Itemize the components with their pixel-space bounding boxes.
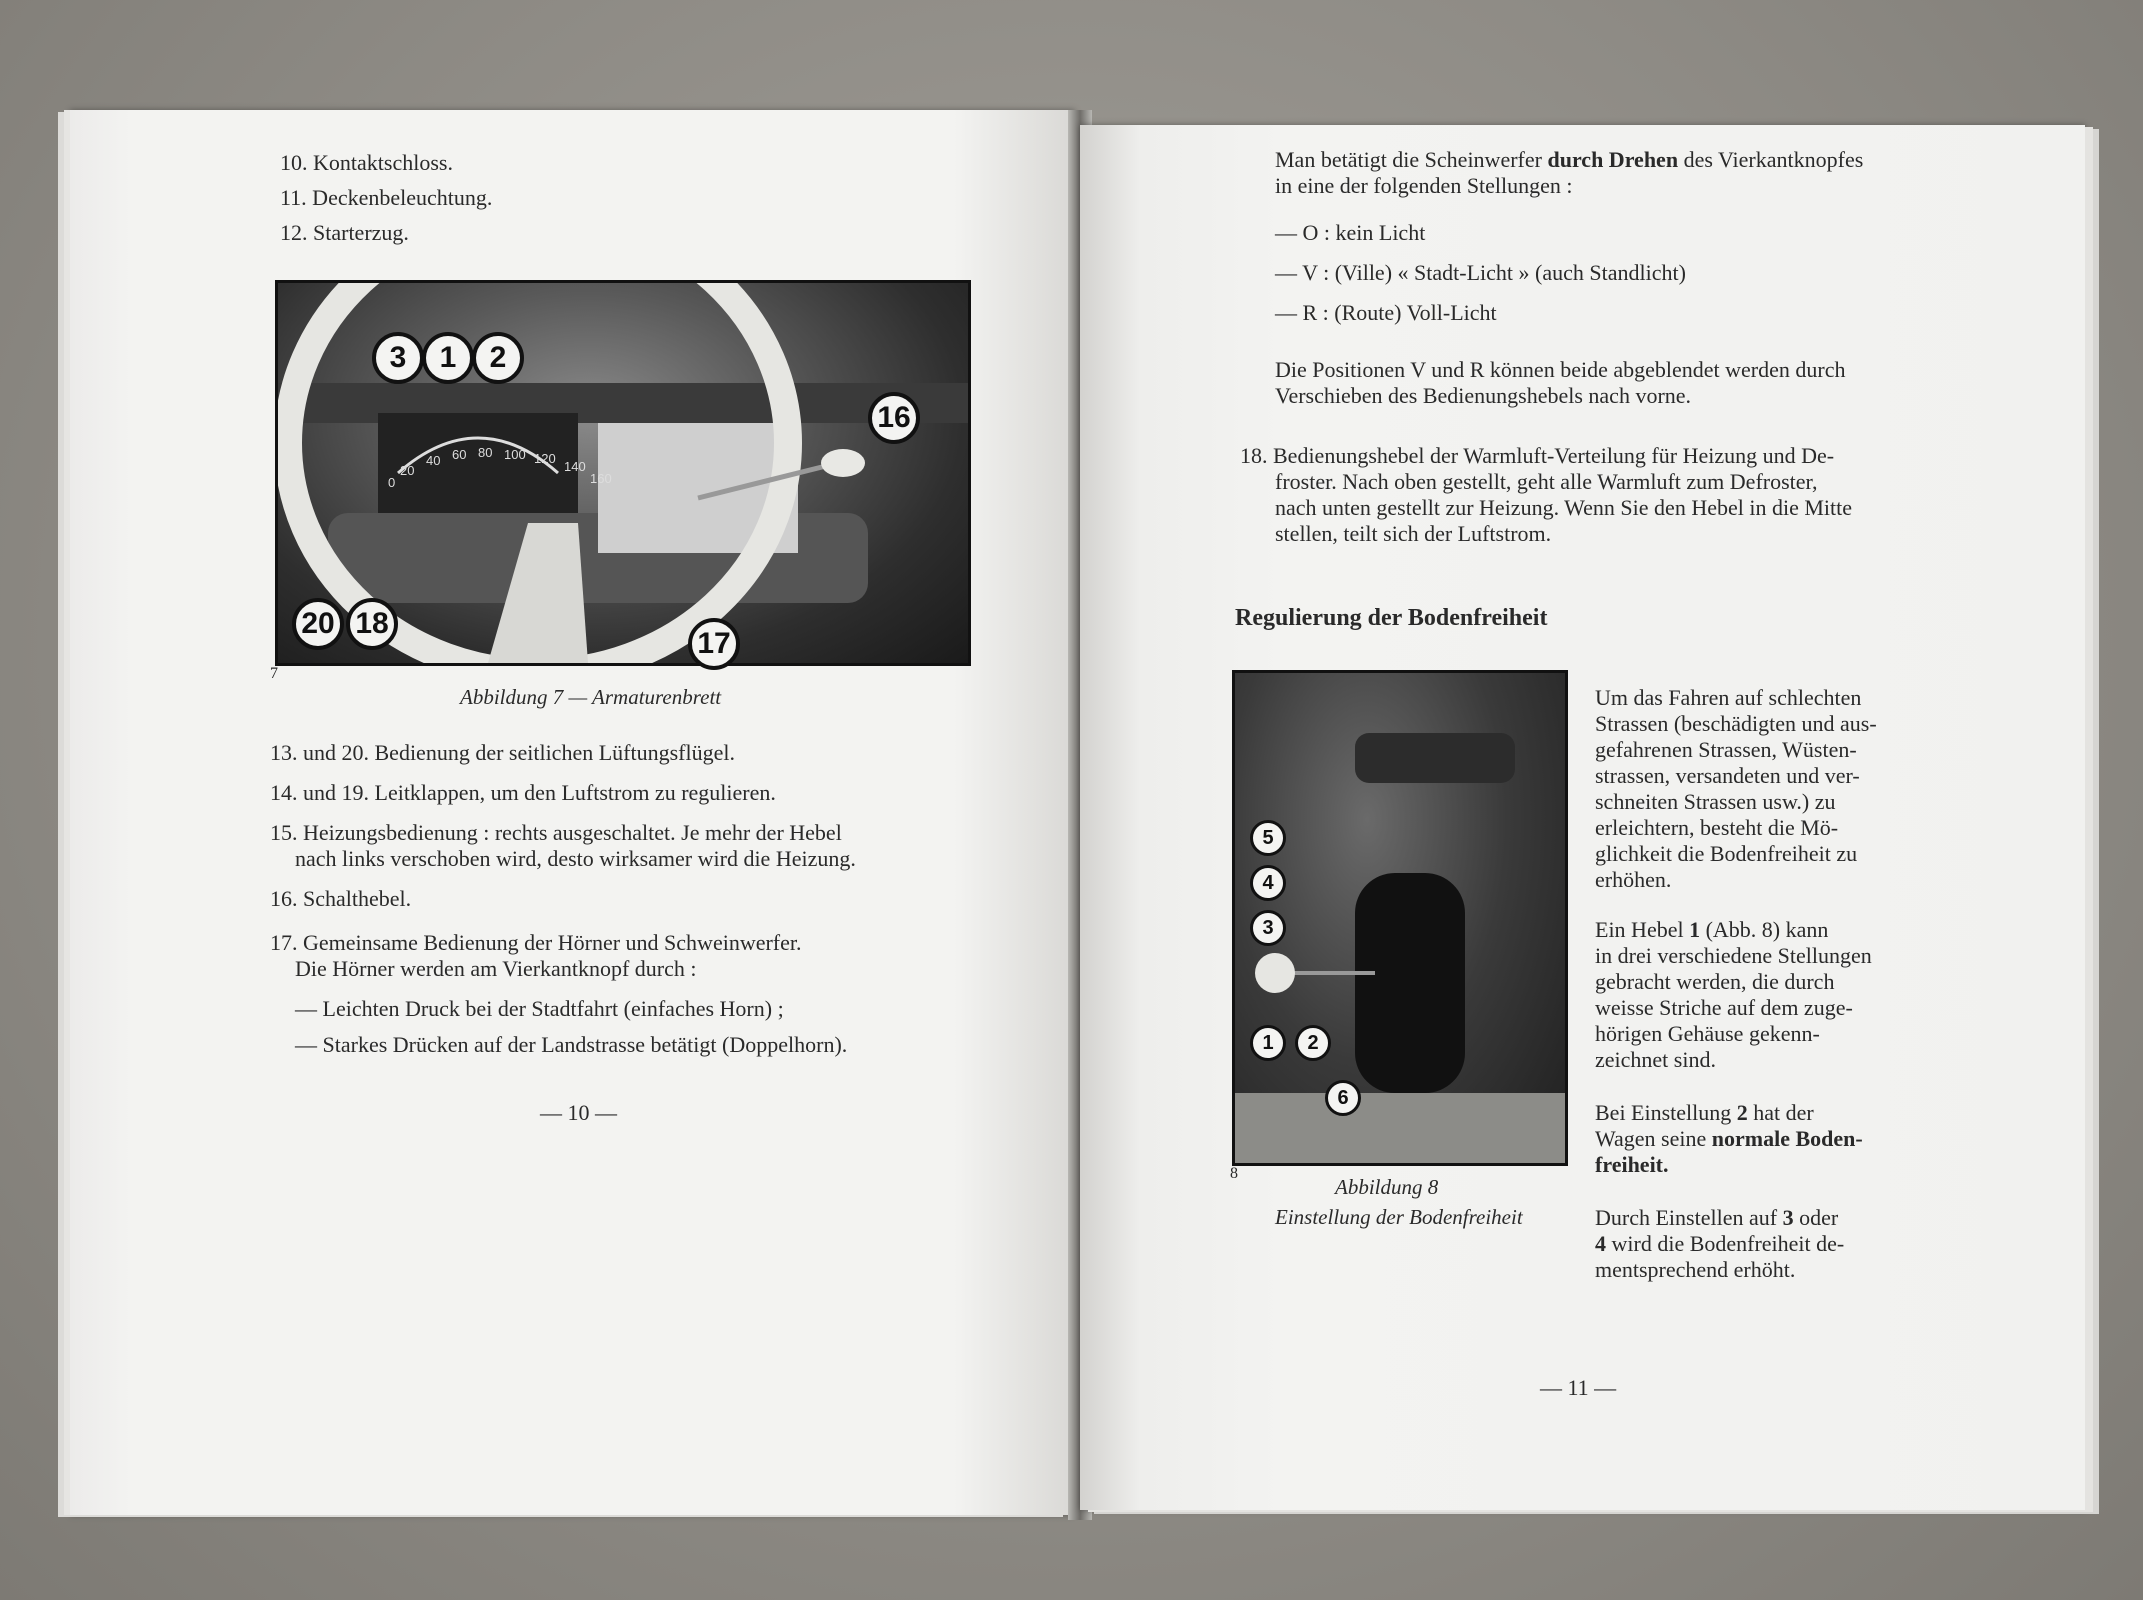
item-17: 17. Gemeinsame Bedienung der Hörner und Schweinwerfer. [270,930,802,955]
side-text-3-line-1: Bei Einstellung 2 hat der [1595,1100,1814,1125]
item-13-20: 13. und 20. Bedienung der seitlichen Lüftungsflügel. [270,740,735,765]
callout-badge-16: 16 [868,392,920,444]
speedo-tick: 120 [534,451,556,466]
side-text-1-line-3: gefahrenen Strassen, Wüsten- [1595,737,1857,762]
item-18-line-3: nach unten gestellt zur Heizung. Wenn Sie den Hebel in die Mitte [1275,495,1852,520]
callout-badge-17: 17 [688,618,740,670]
page-number-10: — 10 — [540,1100,617,1125]
callout-badge-1: 1 [1250,1025,1286,1061]
callout-badge-18: 18 [346,598,398,650]
speedo-tick: 20 [400,463,415,478]
side-text-1-line-8: erhöhen. [1595,867,1672,892]
side-text-1-line-7: glichkeit die Bodenfreiheit zu [1595,841,1858,866]
item-16: 16. Schalthebel. [270,886,412,911]
lever-illustration [1235,673,1565,1163]
intro-line-2: in eine der folgenden Stellungen : [1275,173,1573,198]
section-heading: Regulierung der Bodenfreiheit [1235,605,1548,631]
callout-badge-4: 4 [1250,865,1286,901]
figure-7-caption: Abbildung 7 — Armaturenbrett [460,685,722,709]
page-number-11: — 11 — [1540,1375,1617,1400]
figure-8-caption-1: Abbildung 8 [1335,1175,1439,1199]
speedo-tick: 60 [452,447,467,462]
speedo-tick: 100 [504,447,526,462]
item-17-cont: Die Hörner werden am Vierkantknopf durch : [295,956,697,981]
item-18-line-1: 18. Bedienungshebel der Warmluft-Verteilung für Heizung und De- [1240,443,1835,468]
side-text-1-line-6: erleichtern, besteht die Mö- [1595,815,1839,840]
speedo-tick: 80 [478,445,493,460]
callout-badge-5: 5 [1250,820,1286,856]
side-text-2-line-2: in drei verschiedene Stellungen [1595,943,1872,968]
speedo-tick: 160 [590,471,612,486]
item-12: 12. Starterzug. [280,220,409,245]
left-page [70,110,1075,1515]
callout-badge-20: 20 [292,598,344,650]
speedo-tick: 0 [388,475,396,490]
side-text-1-line-5: schneiten Strassen usw.) zu [1595,789,1836,814]
position-r: — R : (Route) Voll-Licht [1275,300,1497,325]
item-15: 15. Heizungsbedienung : rechts ausgeschaltet. Je mehr der Hebel [270,820,842,845]
callout-badge-3: 3 [372,332,424,384]
side-text-2-line-5: hörigen Gehäuse gekenn- [1595,1021,1820,1046]
intro-line-1: Man betätigt die Scheinwerfer durch Drehen des Vierkantknopfes [1275,147,1864,172]
side-text-2-line-1: Ein Hebel 1 (Abb. 8) kann [1595,917,1829,942]
item-14-19: 14. und 19. Leitklappen, um den Luftstrom zu regulieren. [270,780,776,805]
item-10: 10. Kontaktschloss. [280,150,453,175]
right-page [1080,125,2085,1510]
item-15-cont: nach links verschoben wird, desto wirksamer wird die Heizung. [295,846,856,871]
side-text-2-line-3: gebracht werden, die durch [1595,969,1835,994]
side-text-1-line-1: Um das Fahren auf schlechten [1595,685,1862,710]
figure-8-number: 8 [1230,1165,1238,1182]
side-text-1-line-2: Strassen (beschädigten und aus- [1595,711,1877,736]
dimmed-note-2: Verschieben des Bedienungshebels nach vorne. [1275,383,1692,408]
side-text-2-line-4: weisse Striche auf dem zuge- [1595,995,1853,1020]
speedo-tick: 140 [564,459,586,474]
position-o: — O : kein Licht [1275,220,1426,245]
side-text-4-line-1: Durch Einstellen auf 3 oder [1595,1205,1839,1230]
side-text-1-line-4: strassen, versandeten und ver- [1595,763,1860,788]
side-text-3-line-3: freiheit. [1595,1152,1669,1177]
item-17-strong-press: — Starkes Drücken auf der Landstrasse betätigt (Doppelhorn). [295,1032,848,1057]
figure-7-number: 7 [270,665,278,682]
side-text-4-line-3: mentsprechend erhöht. [1595,1257,1796,1282]
figure-8-caption-2: Einstellung der Bodenfreiheit [1275,1205,1523,1229]
side-text-2-line-6: zeichnet sind. [1595,1047,1716,1072]
callout-badge-3: 3 [1250,910,1286,946]
dimmed-note-1: Die Positionen V und R können beide abgeblendet werden durch [1275,357,1846,382]
side-text-3-line-2: Wagen seine normale Boden- [1595,1126,1863,1151]
speedo-tick: 40 [426,453,441,468]
position-v: — V : (Ville) « Stadt-Licht » (auch Standlicht) [1275,260,1686,285]
item-11: 11. Deckenbeleuchtung. [280,185,493,210]
callout-badge-6: 6 [1325,1080,1361,1116]
item-17-light-press: — Leichten Druck bei der Stadtfahrt (einfaches Horn) ; [295,996,784,1021]
side-text-4-line-2: 4 wird die Bodenfreiheit de- [1595,1231,1845,1256]
callout-badge-1: 1 [422,332,474,384]
callout-badge-2: 2 [472,332,524,384]
callout-badge-2: 2 [1295,1025,1331,1061]
item-18-line-4: stellen, teilt sich der Luftstrom. [1275,521,1552,546]
item-18-line-2: froster. Nach oben gestellt, geht alle Warmluft zum Defroster, [1275,469,1818,494]
